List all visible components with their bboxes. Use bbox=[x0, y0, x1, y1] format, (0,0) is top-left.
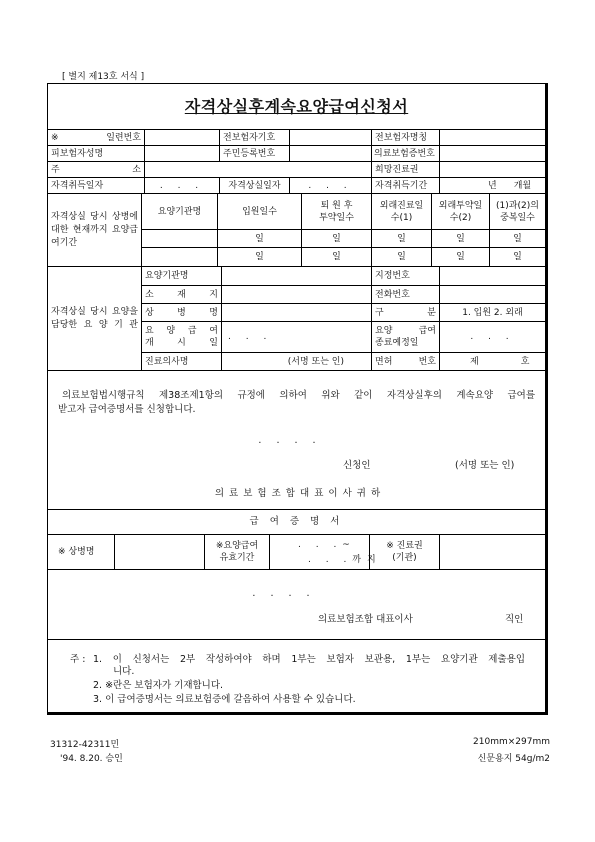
cert-valid-value-cell bbox=[270, 535, 382, 570]
insured-name-label: 피보험자성명 bbox=[51, 148, 104, 159]
address-label-cell bbox=[48, 162, 145, 178]
prev-insurer-code-value-cell bbox=[290, 130, 372, 146]
institution-name-value-cell bbox=[222, 267, 372, 286]
serial-label-cell bbox=[48, 130, 145, 146]
care-header-post-discharge bbox=[302, 194, 372, 230]
cert-valid-from: . . .~ bbox=[298, 539, 356, 550]
license-label: 면허 번호 bbox=[375, 356, 436, 367]
insurance-card-no-label: 의료보험증번호 bbox=[374, 148, 435, 159]
care-row2-overlap bbox=[490, 248, 545, 267]
designation-no-value-cell bbox=[440, 267, 545, 286]
care-period-label-cell bbox=[48, 194, 142, 267]
care-header-overlap-label: (1)과(2)의 중복일수 bbox=[496, 200, 539, 223]
insured-name-label-cell bbox=[48, 146, 145, 162]
day-unit: 일 bbox=[456, 252, 465, 262]
cert-valid-label: ※요양급여 유효기간 bbox=[215, 541, 259, 563]
note-item-3: 3. 이 급여증명서는 의료보험증에 갈음하여 사용할 수 있습니다. bbox=[93, 694, 356, 705]
form-title: 자격상실후계속요양급여신청서 bbox=[184, 96, 409, 116]
start-date-label-cell bbox=[142, 322, 222, 353]
cert-disease-label: ※ 상병명 bbox=[58, 547, 95, 557]
insurance-card-no-value-cell bbox=[440, 146, 545, 162]
insurance-card-no-label-cell bbox=[372, 146, 440, 162]
disease-value-cell bbox=[222, 304, 372, 322]
start-date-label: 요 양 급 여 개 시 일 bbox=[145, 326, 218, 348]
care-row2-inpatient bbox=[218, 248, 302, 267]
institution-label-cell bbox=[48, 267, 142, 371]
day-unit: 일 bbox=[397, 233, 406, 244]
disease-label-cell bbox=[142, 304, 222, 322]
care-row2-post-discharge bbox=[302, 248, 372, 267]
day-unit: 일 bbox=[513, 252, 522, 262]
license-suffix: 호 bbox=[520, 356, 530, 367]
acquired-date-label: 자격취득일자 bbox=[51, 180, 104, 191]
care-row1-post-discharge bbox=[302, 230, 372, 248]
doctor-label-cell bbox=[142, 353, 222, 371]
note-item-2: 2. ※란은 보험자가 기재합니다. bbox=[93, 680, 224, 691]
applicant-label: 신청인 bbox=[343, 460, 371, 471]
care-header-inpatient bbox=[218, 194, 302, 230]
day-unit: 일 bbox=[397, 252, 406, 262]
serial-label: ※ 일련번호 bbox=[51, 132, 141, 143]
day-unit: 일 bbox=[332, 233, 341, 244]
end-date-value-cell bbox=[440, 322, 545, 353]
cert-region-value-cell bbox=[440, 535, 545, 570]
address-value-cell bbox=[145, 162, 372, 178]
phone-label-cell bbox=[372, 286, 440, 304]
cert-disease-value-cell bbox=[115, 535, 205, 570]
cert-sign-section bbox=[48, 570, 545, 640]
care-header-outpatient-meds bbox=[432, 194, 490, 230]
certificate-title-row bbox=[48, 510, 545, 535]
care-row1-overlap bbox=[490, 230, 545, 248]
paper-size: 210mm×297mm bbox=[473, 737, 550, 747]
care-header-outpatient-visits bbox=[372, 194, 432, 230]
care-row1-institution bbox=[142, 230, 218, 248]
lost-date-label-cell bbox=[220, 178, 290, 194]
care-header-outpatient-meds-label: 외래투약일 수(2) bbox=[438, 200, 483, 223]
lost-date-label: 자격상실일자 bbox=[228, 180, 281, 191]
note-item-1-continued: 니다. bbox=[113, 666, 135, 677]
acquired-date-value: . . . bbox=[159, 180, 205, 191]
cert-valid-to: . . .까지 bbox=[308, 554, 382, 565]
type-options: 1. 입원 2. 외래 bbox=[462, 307, 523, 318]
prev-insurer-name-label-cell bbox=[372, 130, 440, 146]
request-line-1: 의료보험법시행규칙 제38조제1항의 규정에 의하여 위와 같이 자격상실후의 계속요양 급여를 bbox=[62, 390, 535, 401]
acquired-date-value-cell bbox=[145, 178, 220, 194]
certificate-title: 급 여 증 명 서 bbox=[249, 516, 344, 527]
note-item-1: 1. 이 신청서는 2부 작성하여야 하며 1부는 보험자 보관용, 1부는 요양기관 제출용입 bbox=[93, 654, 525, 665]
institution-name-label-cell bbox=[142, 267, 222, 286]
cert-valid-label-cell bbox=[205, 535, 270, 570]
type-label: 구 분 bbox=[375, 307, 436, 318]
resident-no-value-cell bbox=[290, 146, 372, 162]
lost-date-value-cell bbox=[290, 178, 372, 194]
care-header-inpatient-label: 입원일수 bbox=[242, 206, 277, 217]
form-number: [ 별지 제13호 서식 ] bbox=[62, 72, 145, 82]
day-unit: 일 bbox=[255, 252, 264, 262]
care-header-outpatient-visits-label: 외래진료일 수(1) bbox=[379, 200, 424, 223]
license-value-cell bbox=[440, 353, 545, 371]
prev-insurer-code-label: 전보험자기호 bbox=[223, 132, 276, 143]
request-line-2: 받고자 급여증명서를 신청합니다. bbox=[58, 404, 196, 415]
prev-insurer-code-label-cell bbox=[220, 130, 290, 146]
day-unit: 일 bbox=[255, 233, 264, 244]
title-row bbox=[48, 84, 545, 130]
form-code: 31312-42311민 bbox=[50, 740, 120, 750]
paper-type: 신문용지 54g/m2 bbox=[477, 754, 550, 764]
insured-name-value-cell bbox=[145, 146, 220, 162]
start-date-value: . . . bbox=[228, 332, 273, 342]
approval-date: '94. 8.20. 승인 bbox=[60, 754, 123, 764]
cert-seal: 직인 bbox=[505, 614, 524, 625]
care-header-institution bbox=[142, 194, 218, 230]
desired-region-label: 희망진료권 bbox=[375, 164, 419, 175]
location-label: 소 재 지 bbox=[145, 289, 218, 300]
care-header-overlap bbox=[490, 194, 545, 230]
phone-value-cell bbox=[440, 286, 545, 304]
serial-value-cell bbox=[145, 130, 220, 146]
care-row1-outpatient-meds bbox=[432, 230, 490, 248]
start-date-value-cell bbox=[222, 322, 372, 353]
cert-region-label: ※ 진료권 (기관) bbox=[386, 541, 423, 563]
doctor-sign-hint: (서명 또는 인) bbox=[287, 356, 344, 367]
resident-no-label-cell bbox=[220, 146, 290, 162]
application-form bbox=[47, 83, 548, 715]
institution-label: 자격상실 당시 요양을 담당한 요 양 기 관 bbox=[51, 306, 138, 330]
notes-prefix: 주 : bbox=[70, 654, 86, 665]
cert-region-label-cell bbox=[370, 535, 440, 570]
location-value-cell bbox=[222, 286, 372, 304]
license-label-cell bbox=[372, 353, 440, 371]
end-date-value: . . . bbox=[470, 332, 515, 342]
cert-date: . . . . bbox=[252, 588, 316, 599]
end-date-label: 요양 급여 종료예정일 bbox=[375, 326, 436, 348]
day-unit: 일 bbox=[456, 233, 465, 244]
address-label: 주 소 bbox=[51, 164, 141, 175]
license-prefix: 제 bbox=[470, 356, 479, 367]
care-header-institution-label: 요양기관명 bbox=[157, 206, 202, 217]
care-row2-institution bbox=[142, 248, 218, 267]
designation-no-label-cell bbox=[372, 267, 440, 286]
prev-insurer-name-label: 전보험자명칭 bbox=[375, 132, 428, 143]
care-header-post-discharge-label: 퇴 원 후 투약일수 bbox=[319, 200, 354, 223]
care-row1-inpatient bbox=[218, 230, 302, 248]
period-value-cell bbox=[440, 178, 545, 194]
location-label-cell bbox=[142, 286, 222, 304]
desired-region-value-cell bbox=[440, 162, 545, 178]
day-unit: 일 bbox=[332, 252, 341, 262]
prev-insurer-name-value-cell bbox=[440, 130, 545, 146]
care-period-label: 자격상실 당시 상병에 대한 현재까지 요양급여기간 bbox=[51, 211, 138, 248]
care-row1-outpatient-visits bbox=[372, 230, 432, 248]
applicant-sign-hint: (서명 또는 인) bbox=[455, 460, 515, 471]
acquired-date-label-cell bbox=[48, 178, 145, 194]
care-row2-outpatient-meds bbox=[432, 248, 490, 267]
disease-label: 상 병 명 bbox=[145, 307, 218, 318]
period-label-cell bbox=[372, 178, 440, 194]
desired-region-label-cell bbox=[372, 162, 440, 178]
institution-name-label: 요양기관명 bbox=[145, 271, 189, 281]
care-row2-outpatient-visits bbox=[372, 248, 432, 267]
cert-issuer: 의료보험조합 대표이사 bbox=[318, 614, 413, 625]
type-label-cell bbox=[372, 304, 440, 322]
addressee: 의 료 보 험 조 합 대 표 이 사 귀 하 bbox=[214, 488, 382, 499]
request-date: . . . . bbox=[258, 435, 322, 446]
day-unit: 일 bbox=[513, 233, 522, 244]
type-value-cell bbox=[440, 304, 545, 322]
cert-disease-label-cell bbox=[48, 535, 115, 570]
doctor-sign-cell bbox=[222, 353, 372, 371]
designation-no-label: 지정번호 bbox=[375, 271, 410, 281]
resident-no-label: 주민등록번호 bbox=[223, 148, 276, 159]
period-year-unit: 년 bbox=[488, 180, 497, 191]
period-month-unit: 개월 bbox=[513, 180, 532, 191]
period-label: 자격취득기간 bbox=[375, 180, 428, 191]
phone-label: 전화번호 bbox=[375, 289, 410, 300]
end-date-label-cell bbox=[372, 322, 440, 353]
lost-date-value: . . . bbox=[308, 180, 353, 191]
doctor-label: 진료의사명 bbox=[145, 356, 189, 367]
